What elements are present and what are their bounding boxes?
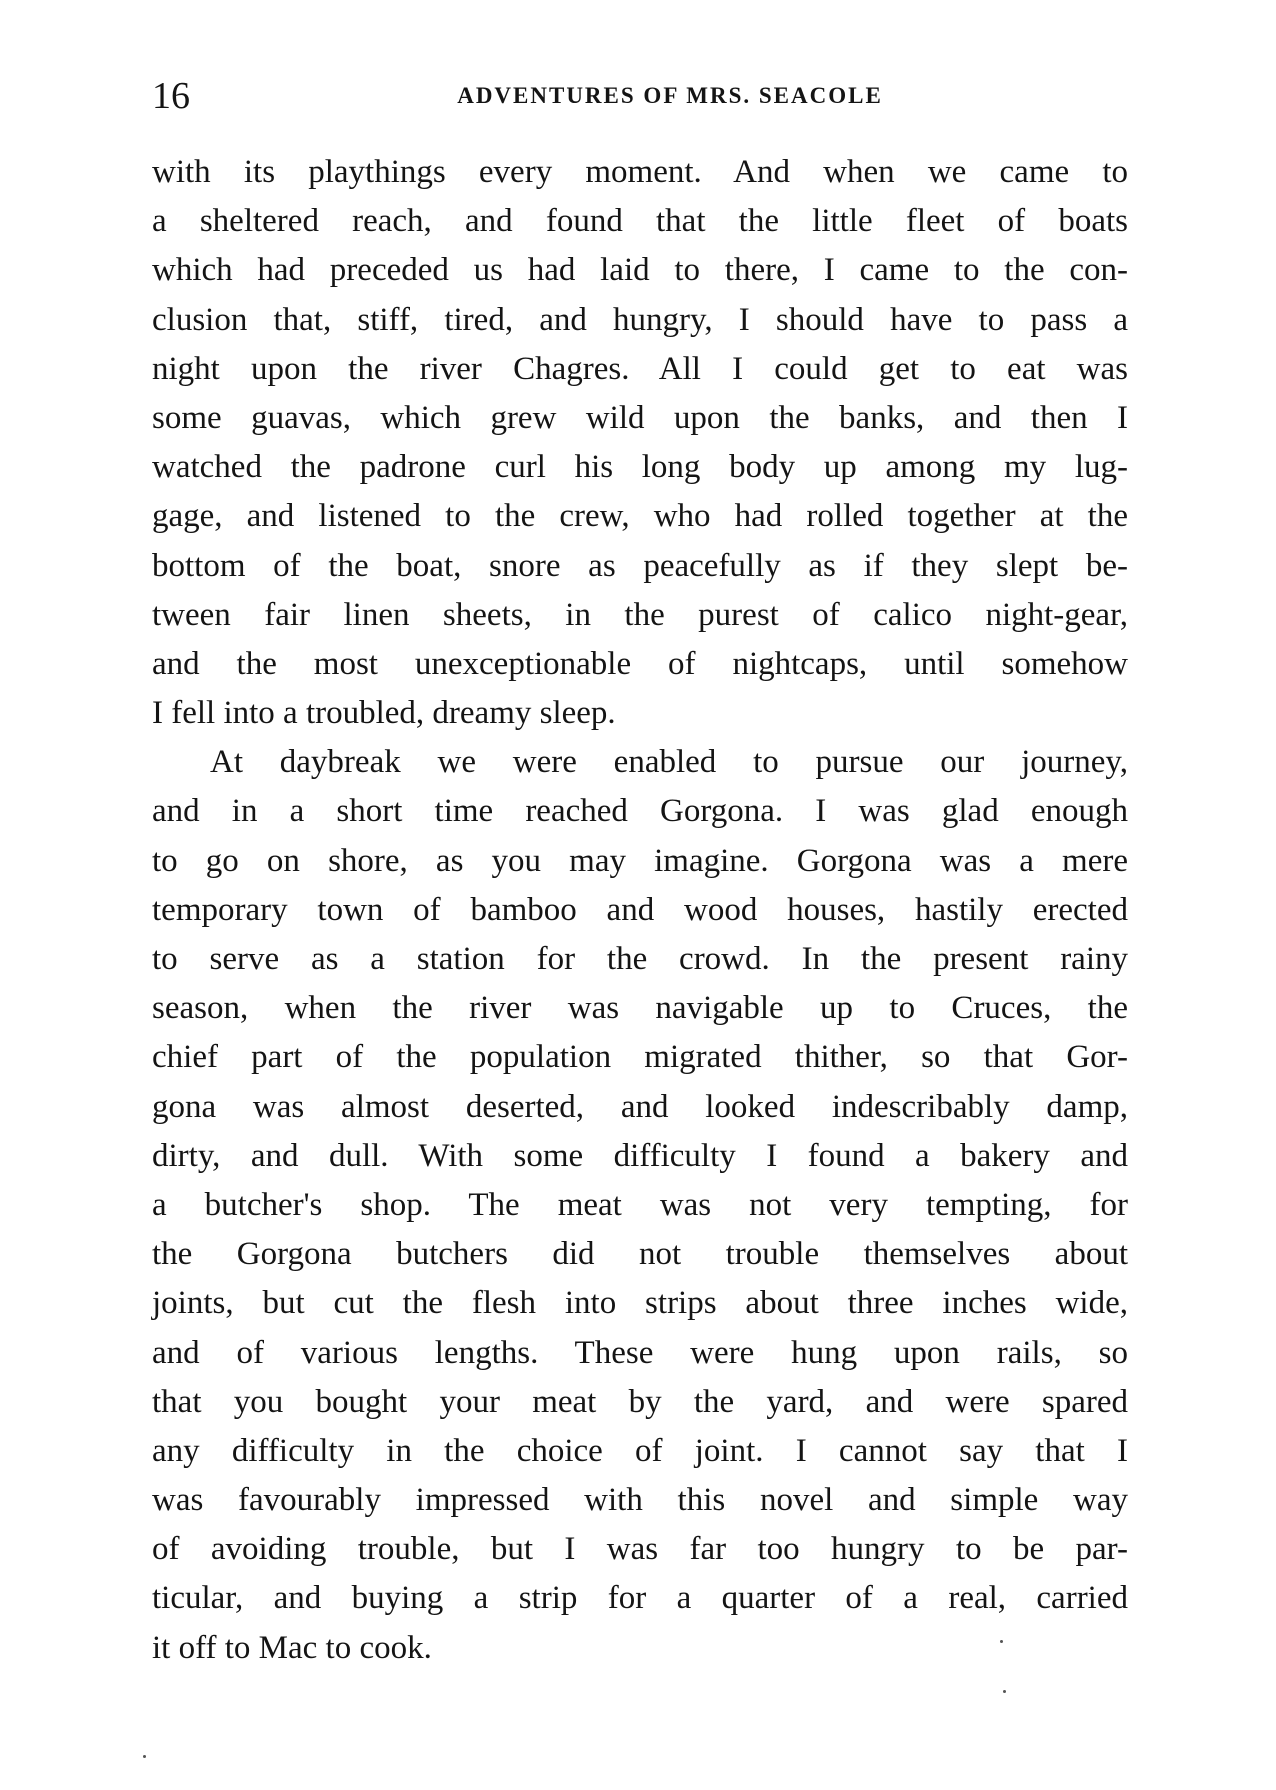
print-speck — [1003, 1690, 1006, 1693]
text-line: and the most unexceptionable of nightcaps, until somehow — [152, 645, 1128, 682]
text-line: watched the padrone curl his long body up among my lug- — [152, 449, 1128, 486]
text-line: dirty, and dull. With some difficulty I found a bakery and — [152, 1137, 1128, 1174]
text-line: season, when the river was navigable up to Cruces, the — [152, 990, 1128, 1027]
text-line: some guavas, which grew wild upon the banks, and then I — [152, 399, 1128, 436]
text-line: it off to Mac to cook. — [152, 1629, 432, 1666]
text-line: tween fair linen sheets, in the purest of calico night-gear, — [152, 596, 1128, 633]
print-speck — [1000, 1640, 1003, 1643]
text-line: the Gorgona butchers did not trouble themselves about — [152, 1236, 1128, 1273]
text-line: bottom of the boat, snore as peacefully as if they slept be- — [152, 547, 1128, 584]
text-line: ticular, and buying a strip for a quarter of a real, carried — [152, 1580, 1128, 1617]
paragraph — [152, 148, 1128, 738]
text-line: of avoiding trouble, but I was far too hungry to be par- — [152, 1531, 1128, 1568]
text-line: and in a short time reached Gorgona. I was glad enough — [152, 793, 1128, 830]
text-line: chief part of the population migrated thither, so that Gor- — [152, 1039, 1128, 1076]
text-line: any difficulty in the choice of joint. I cannot say that I — [152, 1432, 1128, 1469]
text-line: At daybreak we were enabled to pursue our journey, — [210, 744, 1128, 781]
text-line: a butcher's shop. The meat was not very tempting, for — [152, 1186, 1128, 1223]
text-line: temporary town of bamboo and wood houses, hastily erected — [152, 891, 1128, 928]
text-line: clusion that, stiff, tired, and hungry, I should have to pass a — [152, 301, 1128, 338]
text-line: to serve as a station for the crowd. In the present rainy — [152, 941, 1128, 977]
text-line: with its playthings every moment. And when we came to — [152, 154, 1128, 190]
text-line: gona was almost deserted, and looked indescribably damp, — [152, 1088, 1128, 1125]
text-line: night upon the river Chagres. All I could get to eat was — [152, 350, 1128, 387]
body-text — [152, 148, 1128, 1673]
paragraph — [152, 738, 1128, 1673]
text-line: I fell into a troubled, dreamy sleep. — [152, 695, 616, 732]
text-line: was favourably impressed with this novel and simple way — [152, 1482, 1128, 1519]
text-line: and of various lengths. These were hung upon rails, so — [152, 1334, 1128, 1371]
print-speck — [143, 1755, 146, 1758]
text-line: gage, and listened to the crew, who had rolled together at the — [152, 498, 1128, 535]
running-title: ADVENTURES OF MRS. SEACOLE — [457, 83, 883, 108]
running-head — [152, 70, 1128, 122]
page-number: 16 — [152, 75, 190, 117]
text-line: which had preceded us had laid to there, I came to the con- — [152, 252, 1128, 289]
text-line: that you bought your meat by the yard, and were spared — [152, 1383, 1128, 1420]
text-line: a sheltered reach, and found that the little fleet of boats — [152, 203, 1128, 240]
text-line: joints, but cut the flesh into strips about three inches wide, — [152, 1285, 1128, 1322]
text-line: to go on shore, as you may imagine. Gorgona was a mere — [152, 842, 1128, 879]
